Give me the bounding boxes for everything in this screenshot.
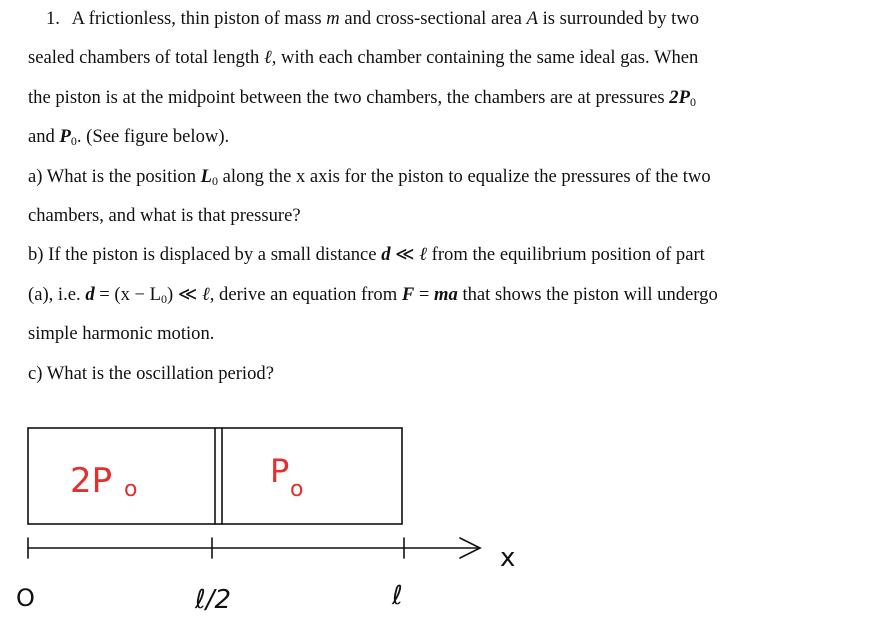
position-symbol: L [200,166,213,187]
area-symbol: A [526,8,538,29]
text-segment: A frictionless, thin piston of mass [71,8,327,29]
problem-line-2 [28,43,698,73]
subscript: 0 [70,134,77,148]
length-symbol: ℓ [263,47,272,68]
piston-diagram [0,410,873,634]
part-b-line-1 [28,240,705,270]
length-symbol: ℓ [202,284,210,305]
part-c-line: c) What is the oscillation period? [28,363,274,384]
text-segment: sealed chambers of total length [28,47,264,68]
text-segment: , with each chamber containing the same ideal gas. When [271,47,699,68]
tick-label-full: ℓ [392,581,403,611]
axis-label-x: x [500,543,516,573]
right-chamber-label: P [270,452,290,490]
displacement-symbol: d [381,244,391,265]
text-segment: a) What is the position [28,166,201,187]
ma-symbol: ma [434,284,458,305]
text-segment: along the x axis for the piston to equalize the pressures of the two [218,166,711,187]
force-symbol: F [401,284,415,305]
text-segment: that shows the piston will undergo [457,284,718,305]
text-segment: = (x − L [94,284,162,305]
problem-number: 1. [46,8,60,29]
length-symbol: ℓ [419,244,428,265]
left-chamber-label: 2P [70,461,113,501]
part-b-line-3: simple harmonic motion. [28,323,215,344]
text-segment: (a), i.e. [28,284,86,305]
subscript: 0 [212,174,219,188]
tick-label-zero: O [16,584,35,612]
problem-line-3 [28,83,696,113]
problem-line-4 [28,122,229,152]
text-segment: b) If the piston is displaced by a small distance [28,244,382,265]
text-segment: the piston is at the midpoint between the two chambers, the chambers are at pressures [28,87,670,108]
text-segment: ≪ [390,244,420,265]
part-b-line-2 [28,280,718,310]
text-segment: , derive an equation from [209,284,402,305]
text-segment: ) ≪ [167,284,202,305]
text-segment: from the equilibrium position of part [427,244,705,265]
displacement-symbol: d [85,284,95,305]
part-a-line-1 [28,162,711,192]
text-segment: and [28,126,60,147]
piston-figure [0,410,873,634]
text-segment: and cross-sectional area [339,8,527,29]
right-chamber-subscript: o [290,477,304,502]
text-segment: is surrounded by two [537,8,700,29]
part-a-line-2: chambers, and what is that pressure? [28,205,301,226]
pressure-symbol: 2P [669,87,690,108]
problem-line-1 [28,4,699,34]
text-segment: . (See figure below). [76,126,230,147]
left-chamber-subscript: o [124,477,138,502]
pressure-symbol: P [59,126,71,147]
text-segment: = [414,284,435,305]
tick-label-half: ℓ/2 [195,585,232,615]
mass-symbol: m [326,8,340,29]
subscript: 0 [161,292,168,306]
subscript: 0 [689,95,696,109]
